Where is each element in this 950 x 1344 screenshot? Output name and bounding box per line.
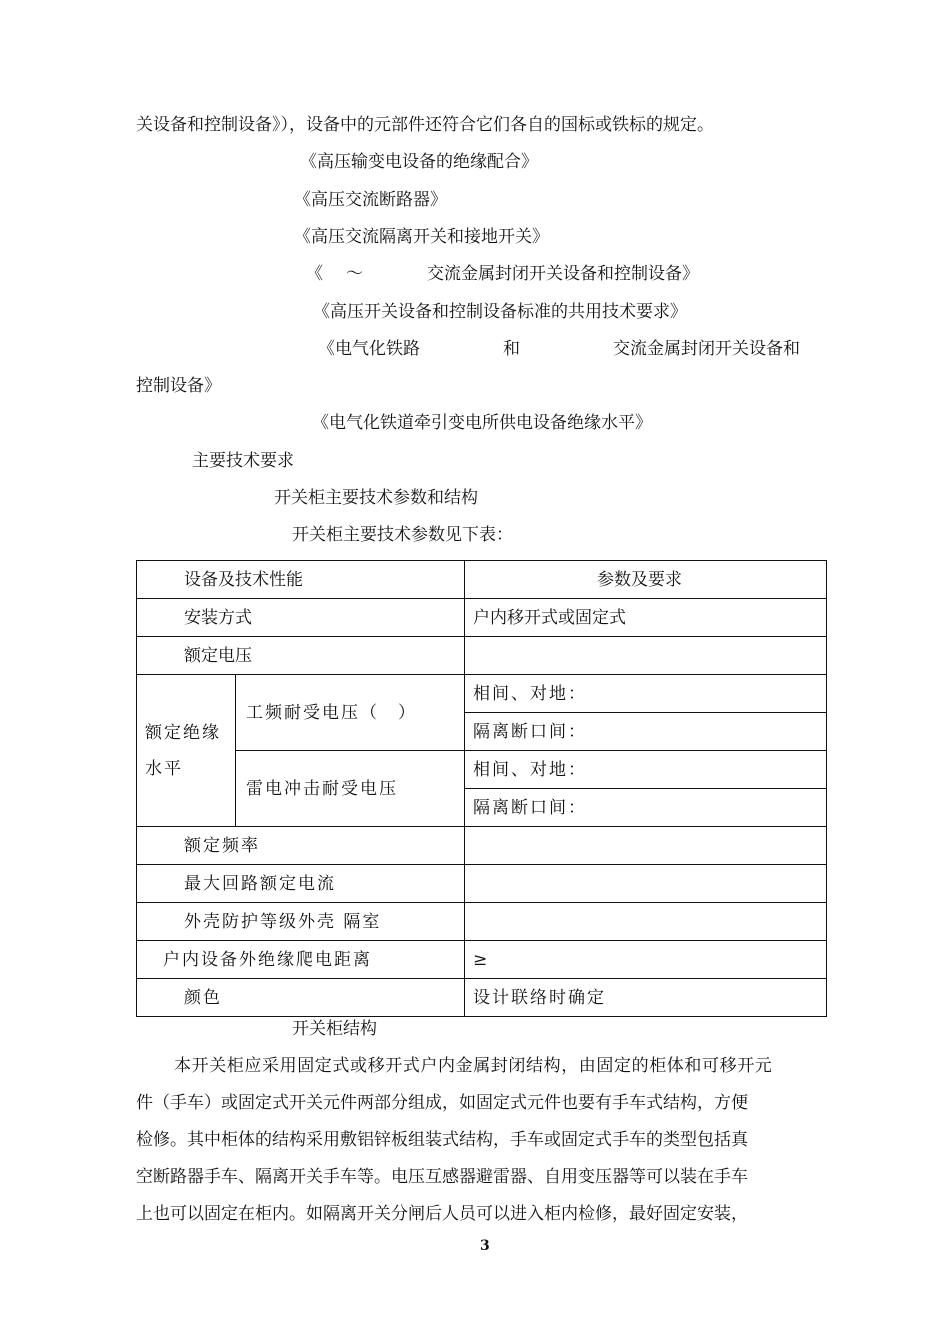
standard-reference-2: 《高压交流断路器》 — [294, 190, 447, 210]
lightning-impulse-isolation: 隔离断口间： — [465, 789, 827, 827]
standard-reference-4-open: 《 — [306, 264, 323, 284]
standard-reference-4-tilde: ～ — [346, 264, 363, 284]
technical-parameters-table — [136, 560, 827, 1017]
table-row — [137, 979, 827, 1017]
section-heading-sub: 开关柜主要技术参数和结构 — [274, 488, 478, 508]
frequency-value — [465, 827, 827, 865]
install-label: 安装方式 — [137, 599, 465, 637]
table-row — [137, 637, 827, 675]
continuation-line: 关设备和控制设备》），设备中的元部件还符合它们各自的国标或铁标的规定。 — [136, 115, 714, 135]
creepage-value: ≥ — [465, 941, 827, 979]
insulation-group-label: 额定绝缘水平 — [137, 675, 236, 827]
creepage-label: 户内设备外绝缘爬电距离 — [137, 941, 465, 979]
table-intro: 开关柜主要技术参数见下表： — [292, 525, 513, 545]
lightning-impulse-label: 雷电冲击耐受电压 — [236, 751, 465, 827]
table-row — [137, 599, 827, 637]
standard-reference-5: 《高压开关设备和控制设备标准的共用技术要求》 — [313, 302, 687, 322]
power-frequency-phase: 相间、对地： — [465, 675, 827, 713]
standard-reference-3: 《高压交流隔离开关和接地开关》 — [294, 227, 549, 247]
protection-value — [465, 903, 827, 941]
section-heading-main: 主要技术要求 — [192, 451, 294, 471]
table-row — [137, 751, 827, 789]
frequency-label: 额定频率 — [137, 827, 465, 865]
body-paragraph-line-4: 空断路器手车、隔离开关手车等。电压互感器避雷器、自用变压器等可以装在手车 — [136, 1167, 748, 1187]
color-label: 颜色 — [137, 979, 465, 1017]
table-row — [137, 675, 827, 713]
lightning-impulse-phase: 相间、对地： — [465, 751, 827, 789]
standard-reference-6-and: 和 — [503, 339, 520, 359]
table-row — [137, 865, 827, 903]
install-value: 户内移开式或固定式 — [465, 599, 827, 637]
table-row — [137, 941, 827, 979]
table-header-right: 参数及要求 — [465, 561, 827, 599]
standard-reference-6-continued: 控制设备》 — [136, 376, 221, 396]
power-frequency-label: 工频耐受电压（ ） — [236, 675, 465, 751]
standard-reference-6-title: 交流金属封闭开关设备和 — [613, 339, 800, 359]
voltage-value — [465, 637, 827, 675]
body-paragraph-line-3: 检修。其中柜体的结构采用敷铝锌板组装式结构，手车或固定式手车的类型包括真 — [136, 1130, 748, 1150]
section-heading-structure: 开关柜结构 — [292, 1019, 377, 1039]
table-header-left: 设备及技术性能 — [137, 561, 465, 599]
standard-reference-4-title: 交流金属封闭开关设备和控制设备》 — [427, 264, 699, 284]
standard-reference-6-start: 《电气化铁路 — [318, 339, 420, 359]
table-row — [137, 827, 827, 865]
page-number: 3 — [480, 1238, 490, 1254]
table-header-row — [137, 561, 827, 599]
body-paragraph-line-1: 本开关柜应采用固定式或移开式户内金属封闭结构，由固定的柜体和可移开元 — [174, 1056, 773, 1076]
standard-reference-7: 《电气化铁道牵引变电所供电设备绝缘水平》 — [312, 413, 652, 433]
table-row — [137, 903, 827, 941]
power-frequency-isolation: 隔离断口间： — [465, 713, 827, 751]
color-value: 设计联络时确定 — [465, 979, 827, 1017]
current-value — [465, 865, 827, 903]
body-paragraph-line-5: 上也可以固定在柜内。如隔离开关分闸后人员可以进入柜内检修，最好固定安装， — [136, 1204, 748, 1224]
protection-label: 外壳防护等级外壳 隔室 — [137, 903, 465, 941]
voltage-label: 额定电压 — [137, 637, 465, 675]
standard-reference-1: 《高压输变电设备的绝缘配合》 — [300, 152, 538, 172]
current-label: 最大回路额定电流 — [137, 865, 465, 903]
body-paragraph-line-2: 件（手车）或固定式开关元件两部分组成，如固定式元件也要有手车式结构，方便 — [136, 1093, 748, 1113]
